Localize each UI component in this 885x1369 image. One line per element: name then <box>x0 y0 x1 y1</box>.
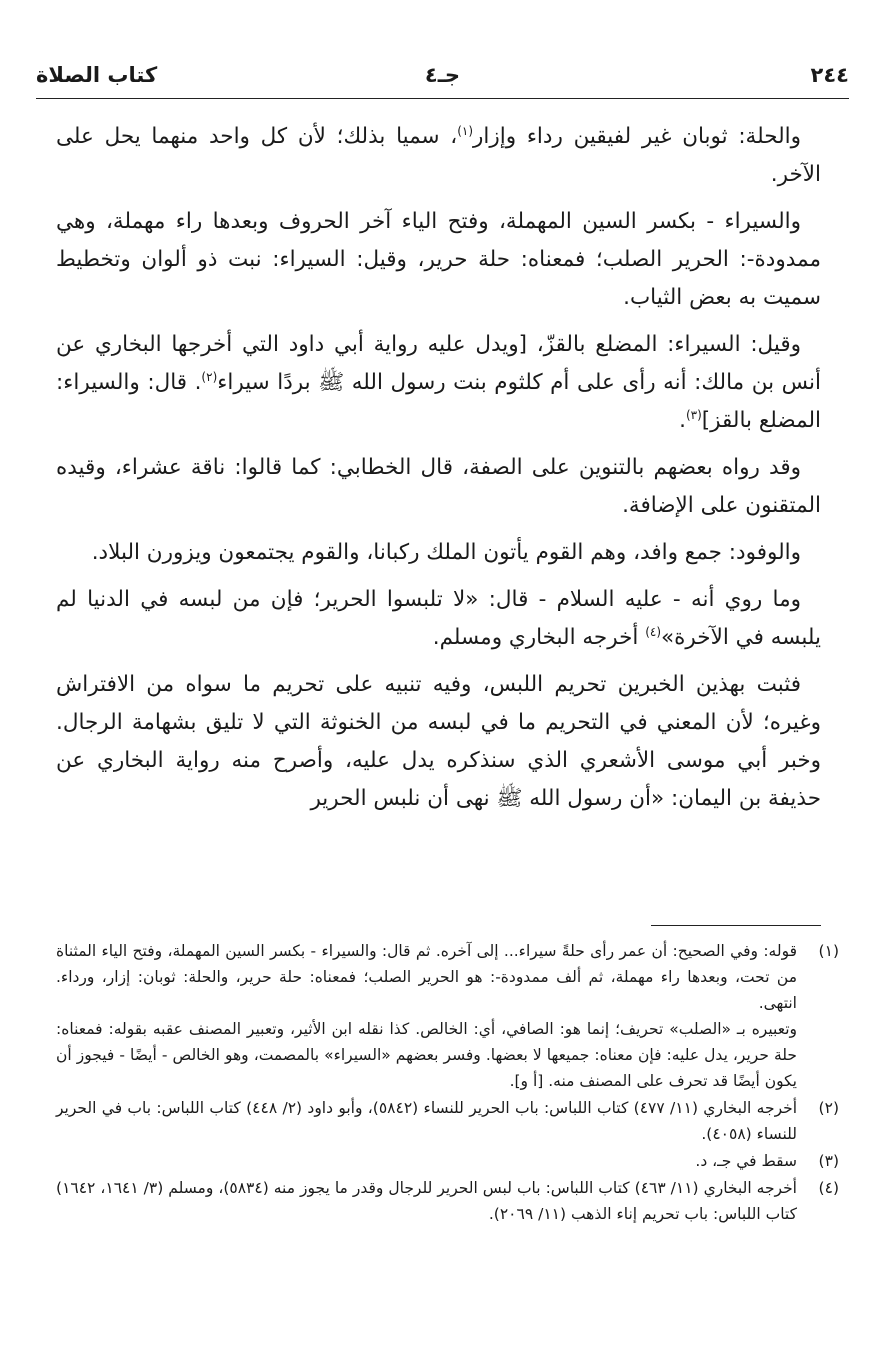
paragraph-text: والحلة: ثوبان غير لفيقين رداء وإزار <box>473 124 801 149</box>
footnote-body <box>56 938 797 1094</box>
paragraph-text: . <box>679 408 686 433</box>
paragraph-text: . قال: والسيراء: المضلع بالقز] <box>56 370 821 433</box>
footnote-body <box>56 1095 797 1147</box>
paragraph-text: وقد رواه بعضهم بالتنوين على الصفة، قال الخطابي: كما قالوا: ناقة عشراء، وقيده المتقنون على الإضافة. <box>56 455 821 518</box>
footnote-text: وتعبيره بـ «الصلب» تحريف؛ إنما هو: الصافي، أي: الخالص. كذا نقله ابن الأثير، وتعبير المصنف عقبه بقوله: فمعناه: حلة حرير، يدل عليه: فإن معناه: جميعها لا بعضها. وفسر بعضهم «السيراء» بالمصمت، وهو الخالص - أيضًا - فيجوز أن يكون أيضًا قد تحرف على المصنف منه. [أ و]. <box>56 1020 797 1090</box>
footnote <box>56 1148 839 1174</box>
paragraph <box>56 326 821 440</box>
footnote-ref: (٣) <box>685 407 702 422</box>
paragraph <box>56 118 821 194</box>
main-text <box>56 118 821 827</box>
footnote-ref: (٢) <box>201 369 218 384</box>
footnote-text: سقط في جـ، د. <box>695 1152 797 1170</box>
paragraph <box>56 449 821 525</box>
paragraph <box>56 581 821 657</box>
footnote <box>56 938 839 1094</box>
paragraph-text: والسيراء - بكسر السين المهملة، وفتح الياء آخر الحروف وبعدها راء مهملة، وهي ممدودة-: الحرير الصلب؛ فمعناه: حلة حرير، وقيل: السيراء: نبت ذو ألوان وتخطيط سميت به بعض الثياب. <box>56 209 821 310</box>
volume-label: جـ٤ <box>424 63 461 87</box>
footnote-number: (١) <box>818 942 839 960</box>
paragraph-text: فثبت بهذين الخبرين تحريم اللبس، وفيه تنبيه على تحريم ما سواه من الافتراش وغيره؛ لأن المعني في التحريم ما في لبسه من الخنوثة التي لا تليق بشهامة الرجال. وخبر أبي موسى الأشعري الذي سنذكره يدل عليه، وأصرح منه رواية البخاري عن حذيفة بن اليمان: «أن رسول الله ﷺ نهى أن نلبس الحرير <box>56 672 821 811</box>
footnote-number: (٤) <box>818 1179 839 1197</box>
footnote-body <box>56 1148 797 1174</box>
paragraph-text: والوفود: جمع وافد، وهم القوم يأتون الملك ركبانا، والقوم يجتمعون ويزورن البلاد. <box>91 540 801 565</box>
footnote-body <box>56 1175 797 1227</box>
paragraph-text: أخرجه البخاري ومسلم. <box>432 625 646 650</box>
paragraph <box>56 203 821 317</box>
paragraph-text: ، سميا بذلك؛ لأن كل واحد منهما يحل على الآخر. <box>56 124 821 187</box>
footnote-divider <box>651 925 821 926</box>
footnote <box>56 1175 839 1227</box>
page-number: ٢٤٤ <box>810 63 849 87</box>
page-header <box>36 58 849 99</box>
footnote-number: (٣) <box>818 1152 839 1170</box>
footnote-text: أخرجه البخاري (١١/ ٤٦٣) كتاب اللباس: باب لبس الحرير للرجال وقدر ما يجوز منه (٥٨٣٤)، ومسلم (٣/ ١٦٤١، ١٦٤٢) كتاب اللباس: باب تحريم إناء الذهب (١١/ ٢٠٦٩). <box>56 1179 797 1223</box>
paragraph-text: وما روي أنه - عليه السلام - قال: «لا تلبسوا الحرير؛ فإن من لبسه في الدنيا لم يلبسه في الآخرة» <box>56 587 821 650</box>
footnote-text: قوله: وفي الصحيح: أن عمر رأى حلةً سيراء... إلى آخره. ثم قال: والسيراء - بكسر السين المهملة، وفتح الياء المثناة من تحت، وبعدها راء مهملة، ثم ألف ممدودة-: هو الحرير الصلب؛ فمعناه: حلة حرير، والحلة: ثوبان: إزار، ورداء. انتهى. <box>56 942 797 1012</box>
book-title: كتاب الصلاة <box>36 63 158 87</box>
footnote-number: (٢) <box>818 1099 839 1117</box>
paragraph-text: وقيل: السيراء: المضلع بالقزّ، [ويدل عليه رواية أبي داود التي أخرجها البخاري عن أنس بن مالك: أنه رأى على أم كلثوم بنت رسول الله ﷺ بردًا سيراء <box>56 332 821 395</box>
footnotes <box>56 938 839 1228</box>
paragraph <box>56 534 821 572</box>
footnote <box>56 1095 839 1147</box>
footnote-ref: (٤) <box>645 624 662 639</box>
paragraph <box>56 666 821 818</box>
footnote-ref: (١) <box>457 123 474 138</box>
footnote-text: أخرجه البخاري (١١/ ٤٧٧) كتاب اللباس: باب الحرير للنساء (٥٨٤٢)، وأبو داود (٢/ ٤٤٨) كتاب اللباس: باب في الحرير للنساء (٤٠٥٨). <box>56 1099 798 1143</box>
